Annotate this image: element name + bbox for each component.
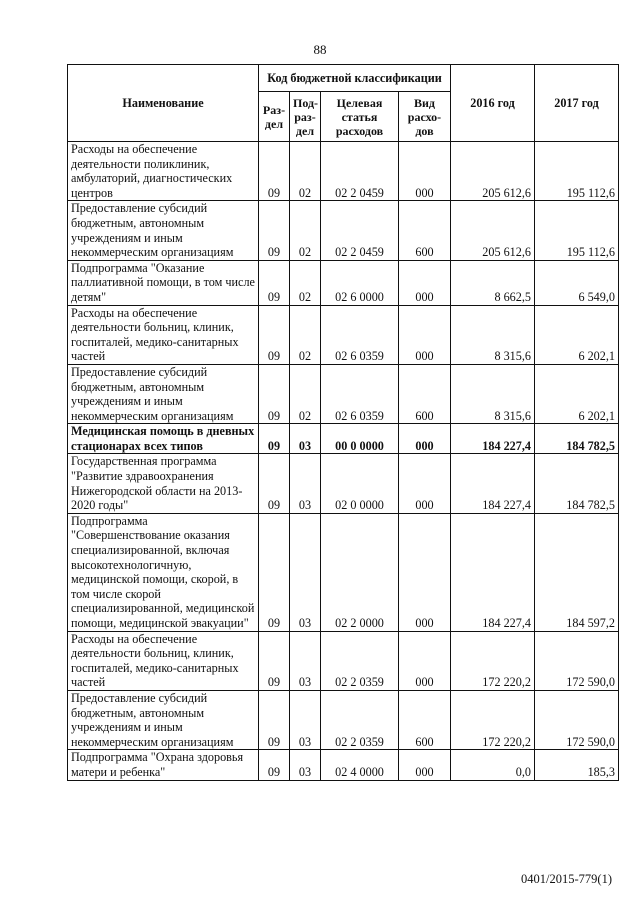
header-code-group: Код бюджетной классификации [259,65,451,92]
table-row [68,750,619,780]
row-amount-2017: 6 202,1 [535,305,619,364]
row-name: Подпрограмма "Охрана здоровья матери и ребенка" [68,750,259,780]
row-target-article: 02 2 0459 [321,142,399,201]
row-podrazdel: 03 [290,424,321,454]
row-amount-2017: 184 597,2 [535,513,619,631]
row-target-article: 02 2 0359 [321,690,399,749]
row-expense-type: 000 [399,142,451,201]
header-podrazdel: Под- раз- дел [290,92,321,142]
row-expense-type: 600 [399,364,451,423]
row-expense-type: 600 [399,201,451,260]
row-expense-type: 000 [399,750,451,780]
row-amount-2017: 185,3 [535,750,619,780]
row-amount-2017: 184 782,5 [535,454,619,513]
row-name: Расходы на обеспечение деятельности больниц, клиник, госпиталей, медико-санитарных частей [68,631,259,690]
row-name: Подпрограмма "Совершенствование оказания специализированной, включая высокотехнологичную, медицинской помощи, скорой, в том числе скорой специализированной, медицинской помощи, медицинской эвакуации" [68,513,259,631]
row-expense-type: 000 [399,424,451,454]
row-name: Государственная программа "Развитие здравоохранения Нижегородской области на 2013-2020 годы" [68,454,259,513]
row-amount-2016: 172 220,2 [451,631,535,690]
row-target-article: 02 2 0000 [321,513,399,631]
row-podrazdel: 03 [290,690,321,749]
row-podrazdel: 02 [290,364,321,423]
row-amount-2017: 184 782,5 [535,424,619,454]
row-name: Расходы на обеспечение деятельности больниц, клиник, госпиталей, медико-санитарных частей [68,305,259,364]
row-expense-type: 600 [399,690,451,749]
row-target-article: 02 0 0000 [321,454,399,513]
header-year-2017: 2017 год [535,65,619,142]
row-razdel: 09 [259,750,290,780]
row-amount-2017: 6 549,0 [535,260,619,305]
row-amount-2016: 172 220,2 [451,690,535,749]
row-name: Предоставление субсидий бюджетным, автономным учреждениям и иным некоммерческим организациям [68,364,259,423]
header-name: Наименование [68,65,259,142]
row-razdel: 09 [259,260,290,305]
table-row [68,260,619,305]
row-name: Подпрограмма "Оказание паллиативной помощи, в том числе детям" [68,260,259,305]
row-amount-2017: 172 590,0 [535,690,619,749]
table-row [68,364,619,423]
row-podrazdel: 03 [290,631,321,690]
page-number: 88 [313,42,327,57]
row-amount-2016: 205 612,6 [451,142,535,201]
header-target-article: Целевая статья расходов [321,92,399,142]
row-name: Расходы на обеспечение деятельности поликлиник, амбулаторий, диагностических центров [68,142,259,201]
row-target-article: 00 0 0000 [321,424,399,454]
row-podrazdel: 03 [290,750,321,780]
row-amount-2017: 6 202,1 [535,364,619,423]
row-razdel: 09 [259,454,290,513]
table-row [68,690,619,749]
row-target-article: 02 2 0459 [321,201,399,260]
header-razdel: Раз- дел [259,92,290,142]
row-name: Предоставление субсидий бюджетным, автономным учреждениям и иным некоммерческим организациям [68,201,259,260]
row-name: Медицинская помощь в дневных стационарах всех типов [68,424,259,454]
table-row [68,201,619,260]
row-name: Предоставление субсидий бюджетным, автономным учреждениям и иным некоммерческим организациям [68,690,259,749]
table-row [68,142,619,201]
row-podrazdel: 03 [290,454,321,513]
row-amount-2016: 8 315,6 [451,364,535,423]
row-target-article: 02 6 0359 [321,364,399,423]
header-year-2016: 2016 год [451,65,535,142]
table-row [68,305,619,364]
row-podrazdel: 02 [290,201,321,260]
row-expense-type: 000 [399,305,451,364]
row-amount-2017: 195 112,6 [535,142,619,201]
row-expense-type: 000 [399,631,451,690]
row-razdel: 09 [259,513,290,631]
row-target-article: 02 6 0000 [321,260,399,305]
row-expense-type: 000 [399,454,451,513]
row-amount-2016: 0,0 [451,750,535,780]
row-podrazdel: 03 [290,513,321,631]
row-target-article: 02 2 0359 [321,631,399,690]
header-expense-type: Вид расхо- дов [399,92,451,142]
row-amount-2016: 184 227,4 [451,454,535,513]
row-target-article: 02 6 0359 [321,305,399,364]
table-body [68,142,619,781]
table-row [68,424,619,454]
row-amount-2016: 184 227,4 [451,513,535,631]
row-razdel: 09 [259,305,290,364]
row-amount-2016: 8 662,5 [451,260,535,305]
table-row [68,513,619,631]
document-code: 0401/2015-779(1) [521,872,612,886]
row-amount-2017: 195 112,6 [535,201,619,260]
row-amount-2016: 205 612,6 [451,201,535,260]
row-razdel: 09 [259,631,290,690]
table-row [68,454,619,513]
row-amount-2016: 184 227,4 [451,424,535,454]
row-expense-type: 000 [399,513,451,631]
row-razdel: 09 [259,142,290,201]
row-razdel: 09 [259,201,290,260]
row-expense-type: 000 [399,260,451,305]
table-row [68,631,619,690]
row-razdel: 09 [259,690,290,749]
budget-table [67,64,619,781]
row-amount-2016: 8 315,6 [451,305,535,364]
row-podrazdel: 02 [290,142,321,201]
row-razdel: 09 [259,424,290,454]
row-amount-2017: 172 590,0 [535,631,619,690]
row-podrazdel: 02 [290,305,321,364]
row-target-article: 02 4 0000 [321,750,399,780]
row-podrazdel: 02 [290,260,321,305]
row-razdel: 09 [259,364,290,423]
